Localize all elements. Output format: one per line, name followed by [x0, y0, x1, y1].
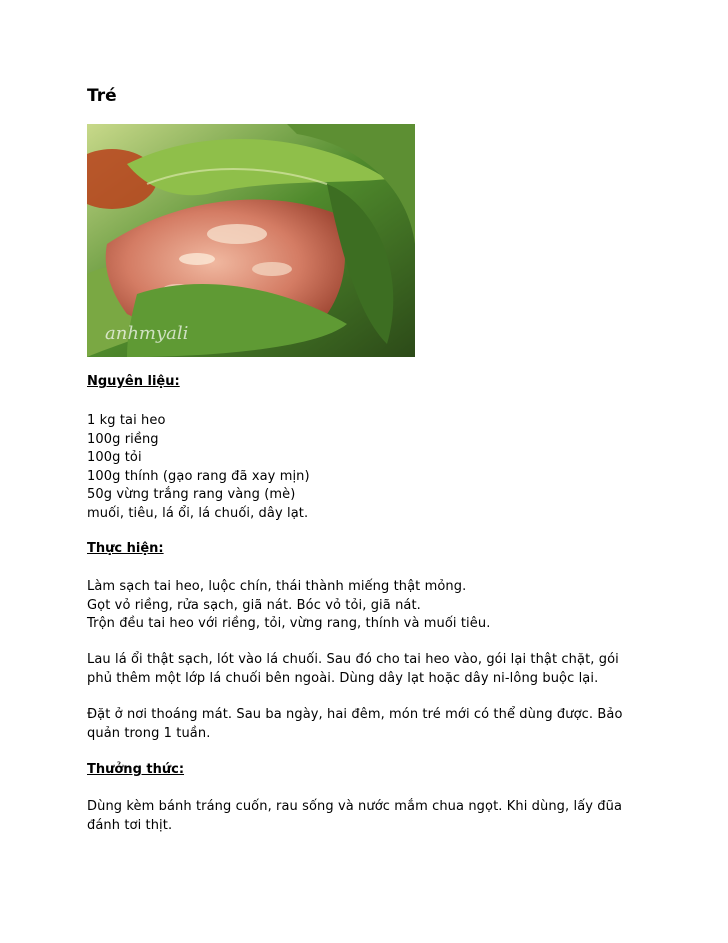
page-title: Tré	[87, 86, 117, 106]
resting-paragraph	[87, 706, 623, 743]
method-steps	[87, 578, 490, 634]
ingredients-heading: Nguyên liệu:	[87, 374, 180, 389]
list-item: 1 kg tai heo	[87, 413, 166, 428]
list-item: 50g vừng trắng rang vàng (mè)	[87, 487, 296, 502]
list-item: 100g riềng	[87, 431, 159, 447]
paragraph-line: quản trong 1 tuần.	[87, 725, 211, 741]
serving-heading: Thưởng thức:	[87, 762, 185, 777]
ingredients-list	[87, 412, 310, 523]
wrapping-paragraph	[87, 651, 619, 688]
paragraph-line: Đặt ở nơi thoáng mát. Sau ba ngày, hai đêm, món tré mới có thể dùng được. Bảo	[87, 707, 623, 722]
list-item: Trộn đều tai heo với riềng, tỏi, vừng rang, thính và muối tiêu.	[87, 616, 491, 631]
dish-photo	[87, 124, 415, 357]
list-item: muối, tiêu, lá ổi, lá chuối, dây lạt.	[87, 505, 309, 521]
list-item: 100g thính (gạo rang đã xay mịn)	[87, 468, 310, 484]
paragraph-line: phủ thêm một lớp lá chuối bên ngoài. Dùng dây lạt hoặc dây ni-lông buộc lại.	[87, 670, 599, 686]
list-item: Làm sạch tai heo, luộc chín, thái thành miếng thật mỏng.	[87, 579, 467, 594]
serving-paragraph	[87, 798, 622, 835]
list-item: 100g tỏi	[87, 450, 142, 465]
paragraph-line: Dùng kèm bánh tráng cuốn, rau sống và nước mắm chua ngọt. Khi dùng, lấy đũa	[87, 799, 623, 814]
photo-watermark: anhmyali	[105, 323, 189, 344]
paragraph-line: Lau lá ổi thật sạch, lót vào lá chuối. Sau đó cho tai heo vào, gói lại thật chặt, gói	[87, 652, 619, 667]
paragraph-line: đánh tơi thịt.	[87, 817, 173, 833]
method-heading: Thực hiện:	[87, 541, 164, 556]
dish-photo-illustration	[87, 124, 415, 357]
list-item: Gọt vỏ riềng, rửa sạch, giã nát. Bóc vỏ tỏi, giã nát.	[87, 597, 421, 613]
